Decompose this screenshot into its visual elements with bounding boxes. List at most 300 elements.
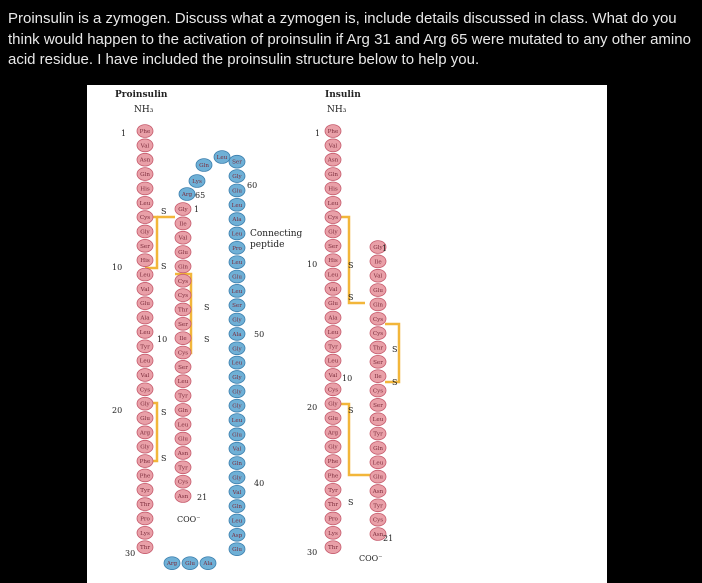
insulin-b-chain-residue	[325, 268, 341, 281]
c-peptide-residue	[229, 270, 245, 283]
a-chain-residue	[175, 332, 191, 345]
c-peptide-residue	[229, 155, 245, 168]
b-num-20: 20	[112, 406, 123, 415]
svg-text:His: His	[328, 186, 338, 193]
svg-text:Tyr: Tyr	[373, 503, 383, 510]
c-peptide-residue	[229, 299, 245, 312]
svg-text:Arg: Arg	[327, 430, 339, 437]
c-peptide-residue	[200, 557, 216, 570]
a-chain-residue	[175, 231, 191, 244]
insulin-a-chain-residue	[370, 269, 386, 282]
svg-text:Cys: Cys	[177, 350, 189, 357]
svg-text:Asn: Asn	[177, 450, 189, 457]
ins-a-num-1: 1	[382, 244, 388, 253]
b-chain-residue	[137, 383, 153, 396]
a-chain-residue	[175, 389, 191, 402]
a-num-1: 1	[194, 205, 200, 214]
b-chain-residue	[137, 153, 153, 166]
svg-text:Leu: Leu	[216, 155, 228, 161]
svg-text:Leu: Leu	[327, 329, 339, 336]
b-chain-residue	[137, 182, 153, 195]
svg-text:Pro: Pro	[140, 516, 150, 523]
a-num-21: 21	[197, 493, 208, 502]
svg-text:Val: Val	[232, 489, 242, 496]
insulin-a-chain-residue	[370, 513, 386, 526]
svg-text:Leu: Leu	[327, 358, 339, 365]
b-chain-residue	[137, 254, 153, 267]
insulin-b-chain-residue	[325, 340, 341, 353]
svg-text:Cys: Cys	[139, 387, 151, 394]
c-peptide-residue	[179, 188, 195, 201]
insulin-a-chain-residue	[370, 485, 386, 498]
svg-text:Ile: Ile	[374, 374, 382, 381]
svg-text:Cys: Cys	[327, 215, 339, 222]
question-text: Proinsulin is a zymogen. Discuss what a zymogen is, include details discussed in class. What do you think would happen to the activation of proinsulin if Arg 31 and Arg 65 were mutated to any other amino acid residue. I have included the proinsulin structure below to help you.	[8, 10, 691, 68]
insulin-a-chain-residue	[370, 341, 386, 354]
svg-text:Cys: Cys	[139, 215, 151, 222]
b-chain-residue	[137, 498, 153, 511]
insulin-title: Insulin	[325, 90, 361, 100]
svg-text:His: His	[140, 186, 150, 193]
b-chain-residue	[137, 211, 153, 224]
b-chain-residue	[137, 225, 153, 238]
c-num-50: 50	[254, 330, 265, 339]
insulin-b-chain-residue	[325, 512, 341, 525]
insulin-a-chain-residue	[370, 312, 386, 325]
svg-text:Gly: Gly	[232, 317, 242, 324]
connecting-peptide-label-1: Connecting	[250, 229, 303, 239]
b-chain-residue	[137, 297, 153, 310]
svg-text:Gln: Gln	[178, 407, 188, 414]
c-peptide-residue	[229, 198, 245, 211]
b-chain-residue	[137, 239, 153, 252]
a-chain-residue	[175, 203, 191, 216]
a-num-10: 10	[157, 335, 168, 344]
svg-text:Gly: Gly	[232, 346, 242, 353]
svg-text:Ala: Ala	[232, 217, 242, 224]
svg-text:Leu: Leu	[231, 360, 243, 367]
svg-text:Glu: Glu	[232, 432, 242, 439]
svg-text:Val: Val	[373, 273, 383, 280]
b-chain-residue	[137, 340, 153, 353]
svg-text:Leu: Leu	[231, 288, 243, 295]
a-chain-residue	[175, 260, 191, 273]
b-chain-residue	[137, 282, 153, 295]
a-chain-residue	[175, 360, 191, 373]
c-peptide-residue	[229, 328, 245, 341]
c-num-40: 40	[254, 479, 265, 488]
a-chain-residue	[175, 274, 191, 287]
svg-text:Ala: Ala	[328, 315, 338, 322]
svg-text:Ser: Ser	[232, 159, 242, 166]
s-label: S	[348, 498, 354, 507]
svg-text:Glu: Glu	[140, 301, 150, 308]
insulin-b-chain-residue	[325, 326, 341, 339]
svg-text:Asp: Asp	[231, 532, 243, 539]
svg-text:Thr: Thr	[327, 502, 339, 509]
insulin-b-chain-residue	[325, 125, 341, 138]
svg-text:Gly: Gly	[373, 245, 383, 251]
svg-text:Ile: Ile	[374, 259, 382, 266]
svg-text:Leu: Leu	[231, 231, 243, 238]
svg-text:Arg: Arg	[139, 430, 151, 437]
c-peptide-residue	[229, 514, 245, 527]
a-chain-residue	[175, 475, 191, 488]
svg-text:Gly: Gly	[140, 229, 150, 236]
svg-text:Cys: Cys	[177, 278, 189, 285]
b-chain-residue	[137, 397, 153, 410]
svg-text:Gly: Gly	[232, 174, 242, 181]
b-chain-residue	[137, 469, 153, 482]
svg-text:Ser: Ser	[140, 243, 150, 250]
insulin-a-chain-residue	[370, 470, 386, 483]
b-chain-residue	[137, 412, 153, 425]
proinsulin-coo: COO⁻	[177, 515, 201, 524]
svg-text:Glu: Glu	[373, 474, 383, 481]
svg-text:Tyr: Tyr	[178, 393, 188, 400]
insulin-b-chain-residue	[325, 254, 341, 267]
c-peptide-residue	[229, 457, 245, 470]
insulin-b-chain-residue	[325, 526, 341, 539]
c-peptide-residue	[229, 227, 245, 240]
insulin-b-chain-residue	[325, 211, 341, 224]
insulin-a-chain-residue	[370, 284, 386, 297]
b-chain-residue	[137, 354, 153, 367]
svg-text:Tyr: Tyr	[373, 431, 383, 438]
insulin-b-chain-residue	[325, 469, 341, 482]
svg-text:Phe: Phe	[327, 473, 339, 480]
svg-text:Gly: Gly	[232, 475, 242, 482]
insulin-b-chain-residue	[325, 153, 341, 166]
svg-text:Leu: Leu	[327, 200, 339, 207]
connecting-peptide-label-2: peptide	[250, 240, 285, 250]
b-chain-residue	[137, 483, 153, 496]
ins-a-num-10: 10	[342, 374, 353, 383]
svg-text:Val: Val	[140, 286, 150, 293]
svg-text:Gly: Gly	[328, 229, 338, 236]
svg-text:Gln: Gln	[232, 461, 242, 468]
svg-text:Leu: Leu	[139, 200, 151, 207]
b-chain-residue	[137, 326, 153, 339]
a-chain-residue	[175, 217, 191, 230]
c-peptide-residue	[229, 313, 245, 326]
proinsulin-title: Proinsulin	[115, 90, 168, 100]
c-num-60: 60	[247, 181, 258, 190]
insulin-b-chain-residue	[325, 139, 341, 152]
insulin-a-chain-residue	[370, 255, 386, 268]
svg-text:Ser: Ser	[373, 359, 383, 366]
svg-text:Thr: Thr	[139, 545, 151, 552]
c-peptide-residue	[229, 385, 245, 398]
svg-text:Val: Val	[328, 286, 338, 293]
b-num-30: 30	[125, 549, 136, 558]
svg-text:Glu: Glu	[373, 288, 383, 295]
ins-b-num-30: 30	[307, 548, 318, 557]
insulin-b-chain-residue	[325, 440, 341, 453]
a-chain-residue	[175, 418, 191, 431]
b-chain-residue	[137, 268, 153, 281]
svg-text:Ser: Ser	[373, 402, 383, 409]
svg-text:Thr: Thr	[177, 307, 189, 314]
svg-text:Glu: Glu	[232, 274, 242, 281]
svg-text:Cys: Cys	[177, 479, 189, 486]
svg-text:Glu: Glu	[232, 188, 242, 195]
s-label: S	[204, 335, 210, 344]
insulin-a-chain-residue	[370, 413, 386, 426]
svg-text:Gly: Gly	[328, 401, 338, 408]
svg-text:Pro: Pro	[232, 245, 242, 252]
svg-text:Gln: Gln	[178, 264, 188, 271]
svg-text:His: His	[328, 258, 338, 265]
insulin-a-chain-residue	[370, 427, 386, 440]
c-peptide-residue	[229, 256, 245, 269]
svg-text:Pro: Pro	[328, 516, 338, 523]
svg-text:Ser: Ser	[232, 303, 242, 310]
svg-text:Val: Val	[232, 446, 242, 453]
svg-text:Tyr: Tyr	[140, 344, 150, 351]
insulin-b-chain-residue	[325, 225, 341, 238]
svg-text:Gly: Gly	[232, 374, 242, 381]
svg-text:Tyr: Tyr	[140, 487, 150, 494]
s-label: S	[348, 261, 354, 270]
svg-text:Val: Val	[328, 372, 338, 379]
svg-text:Lys: Lys	[140, 530, 150, 537]
insulin-a-chain-residue	[370, 398, 386, 411]
svg-text:Lys: Lys	[192, 179, 202, 185]
svg-text:Gly: Gly	[328, 444, 338, 451]
svg-text:Val: Val	[328, 143, 338, 150]
svg-text:Cys: Cys	[372, 388, 384, 395]
svg-text:Ala: Ala	[203, 561, 213, 568]
b-chain-residue	[137, 311, 153, 324]
insulin-coo: COO⁻	[359, 554, 383, 563]
svg-text:Cys: Cys	[327, 387, 339, 394]
diagram-labels	[112, 90, 397, 563]
svg-text:Gly: Gly	[232, 389, 242, 396]
insulin-b-chain-residue	[325, 412, 341, 425]
svg-text:Ala: Ala	[140, 315, 150, 322]
c-peptide-residue	[229, 399, 245, 412]
c-num-65: 65	[195, 191, 206, 200]
b-num-1: 1	[121, 129, 127, 138]
svg-text:Phe: Phe	[327, 129, 339, 135]
b-chain-residue	[137, 426, 153, 439]
svg-text:Phe: Phe	[139, 459, 151, 466]
ins-b-num-10: 10	[307, 260, 318, 269]
proinsulin-nh3: NH₃	[134, 105, 154, 115]
insulin-a-chain-residue	[370, 298, 386, 311]
b-num-10: 10	[112, 263, 123, 272]
s-label: S	[392, 378, 398, 387]
c-peptide-residue	[229, 184, 245, 197]
c-peptide-residue	[189, 175, 205, 188]
c-peptide-residue	[229, 428, 245, 441]
insulin-a-chain-residue	[370, 384, 386, 397]
c-peptide-residue	[229, 170, 245, 183]
svg-text:Arg: Arg	[181, 192, 193, 198]
c-peptide-residue	[164, 557, 180, 570]
s-label: S	[348, 293, 354, 302]
c-peptide-residue	[229, 471, 245, 484]
svg-text:Ala: Ala	[232, 331, 242, 338]
svg-text:Ser: Ser	[178, 364, 188, 371]
svg-text:Glu: Glu	[185, 561, 195, 568]
svg-text:Phe: Phe	[139, 129, 151, 135]
c-peptide-residue	[229, 241, 245, 254]
svg-text:Phe: Phe	[139, 473, 151, 480]
svg-text:Thr: Thr	[139, 502, 151, 509]
b-chain-residue	[137, 541, 153, 554]
svg-text:Cys: Cys	[372, 517, 384, 524]
a-chain-residue	[175, 490, 191, 503]
b-chain-residue	[137, 168, 153, 181]
svg-text:Leu: Leu	[327, 272, 339, 279]
svg-text:Leu: Leu	[231, 418, 243, 424]
b-chain-residue	[137, 196, 153, 209]
svg-text:Gln: Gln	[232, 504, 242, 511]
svg-text:Leu: Leu	[177, 422, 189, 429]
ins-b-num-20: 20	[307, 403, 318, 412]
disulfide-bond	[338, 404, 372, 475]
svg-text:Ser: Ser	[178, 321, 188, 328]
svg-text:Ser: Ser	[328, 243, 338, 250]
b-chain-residue	[137, 125, 153, 138]
insulin-b-chain-residue	[325, 182, 341, 195]
c-peptide-residue	[229, 284, 245, 297]
c-peptide-residue	[229, 442, 245, 455]
svg-text:Val: Val	[140, 143, 150, 150]
c-peptide-residue	[182, 557, 198, 570]
insulin-b-chain-residue	[325, 397, 341, 410]
svg-text:Asn: Asn	[372, 532, 384, 538]
s-label: S	[161, 408, 167, 417]
insulin-b-chain-residue	[325, 383, 341, 396]
svg-text:Phe: Phe	[327, 459, 339, 466]
svg-text:Glu: Glu	[328, 416, 338, 422]
insulin-a-chain-residue	[370, 442, 386, 455]
svg-text:Ile: Ile	[179, 221, 187, 228]
svg-text:Glu: Glu	[178, 436, 188, 443]
ins-b-num-1: 1	[315, 129, 321, 138]
svg-text:Cys: Cys	[372, 331, 384, 338]
c-peptide-residue	[229, 485, 245, 498]
disulfide-bond	[338, 217, 365, 303]
c-peptide-residue	[229, 500, 245, 513]
a-chain-residue	[175, 432, 191, 445]
svg-text:Asn: Asn	[327, 157, 339, 164]
svg-text:Glu: Glu	[232, 547, 242, 554]
svg-text:Leu: Leu	[139, 358, 151, 365]
svg-text:Leu: Leu	[139, 329, 151, 336]
a-chain-residue	[175, 461, 191, 474]
svg-text:Leu: Leu	[177, 379, 189, 386]
insulin-b-chain-residue	[325, 541, 341, 554]
s-label: S	[348, 406, 354, 415]
svg-text:Thr: Thr	[372, 345, 384, 352]
insulin-b-chain-residue	[325, 239, 341, 252]
svg-text:Asn: Asn	[139, 157, 151, 164]
svg-text:Gln: Gln	[373, 302, 383, 309]
svg-text:Leu: Leu	[372, 460, 384, 467]
b-chain-residue	[137, 526, 153, 539]
b-chain-residue	[137, 369, 153, 382]
svg-text:Tyr: Tyr	[328, 487, 338, 494]
insulin-b-chain-residue	[325, 369, 341, 382]
c-peptide-residue	[229, 342, 245, 355]
svg-text:Leu: Leu	[372, 417, 384, 424]
insulin-a-chain-residue	[370, 370, 386, 383]
svg-text:Val: Val	[140, 372, 150, 379]
svg-text:Ile: Ile	[179, 336, 187, 343]
insulin-b-chain-residue	[325, 455, 341, 468]
b-chain-residue	[137, 455, 153, 468]
svg-text:Leu: Leu	[231, 202, 243, 209]
svg-text:Val: Val	[178, 235, 188, 242]
a-chain-residue	[175, 346, 191, 359]
insulin-b-chain-residue	[325, 196, 341, 209]
a-chain-residue	[175, 404, 191, 417]
c-peptide-residue	[229, 528, 245, 541]
svg-text:Glu: Glu	[328, 301, 338, 308]
svg-text:Glu: Glu	[140, 416, 150, 422]
c-peptide-residue	[229, 543, 245, 556]
insulin-a-chain-residue	[370, 327, 386, 340]
svg-text:Gln: Gln	[373, 445, 383, 452]
b-chain-residue	[137, 440, 153, 453]
svg-text:Gly: Gly	[140, 401, 150, 408]
insulin-b-chain-residue	[325, 483, 341, 496]
svg-text:Leu: Leu	[139, 272, 151, 279]
svg-text:His: His	[140, 258, 150, 265]
a-chain-residue	[175, 246, 191, 259]
proinsulin-diagram	[87, 85, 607, 583]
svg-text:Lys: Lys	[328, 530, 338, 537]
insulin-b-chain-residue	[325, 168, 341, 181]
b-chain-residue	[137, 139, 153, 152]
svg-text:Arg: Arg	[166, 561, 178, 568]
s-label: S	[161, 262, 167, 271]
a-chain-residue	[175, 289, 191, 302]
svg-text:Gln: Gln	[140, 172, 150, 179]
svg-text:Leu: Leu	[231, 518, 243, 525]
b-chain-residue	[137, 512, 153, 525]
insulin-b-chain-residue	[325, 297, 341, 310]
svg-text:Leu: Leu	[231, 260, 243, 267]
svg-text:Asn: Asn	[372, 488, 384, 495]
svg-text:Cys: Cys	[177, 293, 189, 300]
s-label: S	[161, 454, 167, 463]
svg-text:Gly: Gly	[178, 207, 188, 213]
svg-text:Glu: Glu	[178, 250, 188, 257]
svg-text:Cys: Cys	[372, 316, 384, 323]
svg-text:Tyr: Tyr	[178, 465, 188, 472]
a-chain-residue	[175, 317, 191, 330]
a-chain-residue	[175, 375, 191, 388]
svg-text:Gly: Gly	[140, 444, 150, 451]
insulin-b-chain-residue	[325, 311, 341, 324]
svg-text:Gly: Gly	[232, 403, 242, 410]
insulin-nh3: NH₃	[327, 105, 347, 115]
s-label: S	[204, 303, 210, 312]
ins-a-num-21: 21	[383, 534, 394, 543]
s-label: S	[392, 345, 398, 354]
proinsulin-structure-figure	[87, 85, 607, 583]
c-peptide-residue	[229, 414, 245, 427]
svg-text:Asn: Asn	[177, 494, 189, 500]
insulin-b-chain-residue	[325, 282, 341, 295]
insulin-b-chain-residue	[325, 426, 341, 439]
c-peptide-residue	[214, 151, 230, 164]
